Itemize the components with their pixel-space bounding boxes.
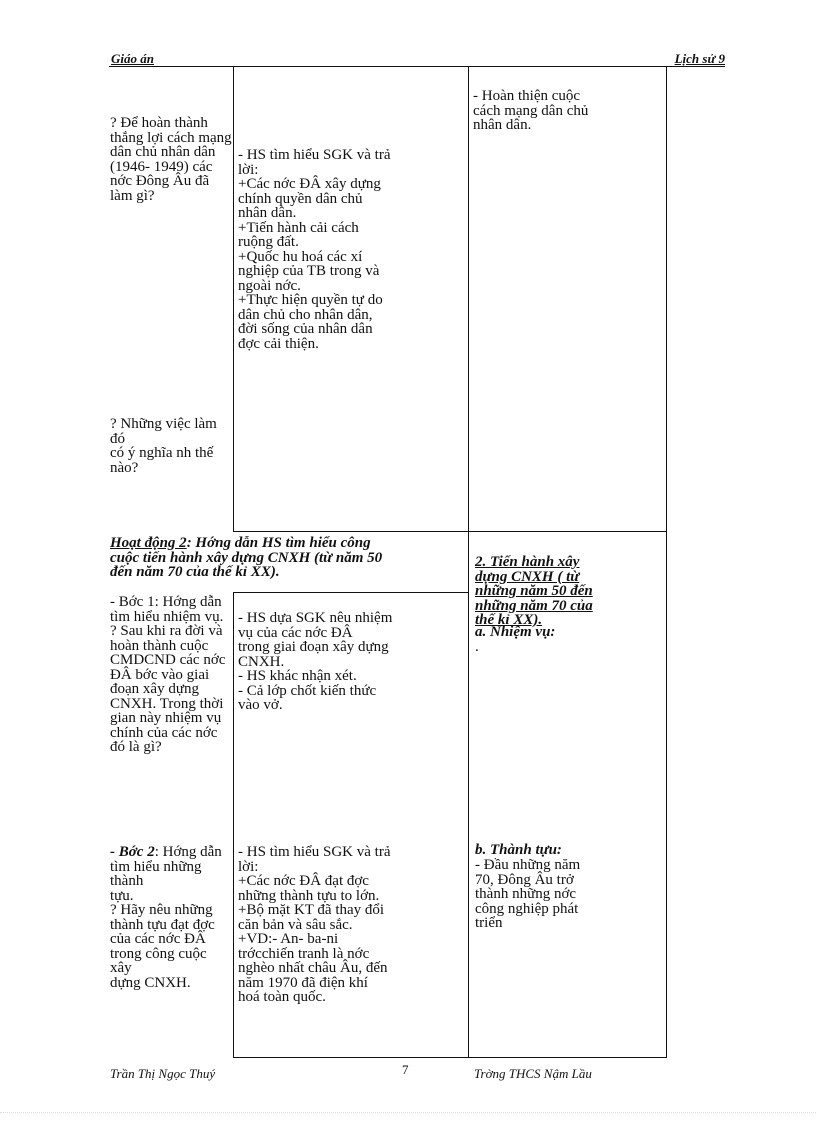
page-bottom-dotted-line [0, 1112, 816, 1113]
row1-question-2: ? Những việc làm đó có ý nghĩa nh thế nào? [110, 416, 217, 476]
step-2-label: - Bớc 2 [110, 844, 155, 860]
table-border-left-lower [233, 592, 234, 1058]
header-right: Lịch sử 9 [674, 51, 725, 66]
footer-school: Trờng THCS Nậm Lầu [474, 1066, 592, 1081]
activity-2-label: Hoạt động 2 [110, 535, 187, 551]
page-header [109, 53, 725, 67]
header-left: Giáo án [111, 51, 154, 66]
step-2-answer: - HS tìm hiểu SGK và trả lời: +Các nớc ĐÂ đạt đợc những thành tựu to lớn. +Bộ mặt KT đã thay đổi căn bản và sâu sắc. +VD:- An- ba-ni trớcchiến tranh là nớc nghèo nhất châu Âu, đến năm 1970 đã điện khí hoá toàn quốc. [238, 844, 391, 1005]
col-divider-2 [468, 66, 469, 1058]
task-label: a. Nhiệm vụ: [475, 624, 556, 640]
footer-author: Trần Thị Ngọc Thuý [110, 1066, 216, 1081]
activity-2-title: : Hớng dẫn HS tìm hiểu công cuộc tiến hành xây dựng CNXH (từ năm 50 đến năm 70 của thế kỉ XX). [110, 535, 383, 580]
row-divider-1 [233, 531, 667, 532]
row-divider-activity [233, 592, 469, 593]
step-1-answer: - HS dựa SGK nêu nhiệm vụ của các nớc ĐÂ trong giai đoạn xây dựng CNXH. - HS khác nhận xét. - Cả lớp chốt kiến thức vào vở. [238, 610, 393, 713]
activity-2-heading [110, 536, 465, 580]
section-2-title: 2. Tiến hành xây dựng CNXH ( từ những năm 50 đến những năm 70 của thế kỉ XX). [475, 554, 593, 628]
achievement-text: - Đầu những năm 70, Đông Âu trở thành những nớc công nghiệp phát triển [475, 857, 581, 931]
step-1-text: - Bớc 1: Hớng dẫn tìm hiểu nhiệm vụ. ? Sau khi ra đời và hoàn thành cuộc CMDCND các nớc ĐÂ bớc vào giai đoạn xây dựng CNXH. Trong thời gian này nhiệm vụ chính của các nớc đó là gì? [110, 594, 226, 755]
table-border-right [666, 66, 667, 1058]
achievement-label: b. Thành tựu: [475, 842, 562, 858]
step-2-text [110, 845, 232, 990]
row1-question-1: ? Để hoàn thành thắng lợi cách mạng dân chủ nhân dân (1946- 1949) các nớc Đông Âu đã làm gì? [110, 115, 232, 204]
table-border-bottom [233, 1057, 667, 1058]
row1-summary: - Hoàn thiện cuộc cách mạng dân chủ nhân dân. [473, 88, 589, 133]
task-dot: . [475, 639, 479, 655]
step-2-body: : Hớng dẫn tìm hiểu những thành tựu. ? Hãy nêu những thành tựu đạt đợc của các nớc ĐÂ trong công cuộc xây dựng CNXH. [110, 844, 222, 991]
row1-student-answer: - HS tìm hiểu SGK và trả lời: +Các nớc ĐÂ xây dựng chính quyền dân chủ nhân dân. +Tiến hành cải cách ruộng đất. +Quốc hu hoá các xí nghiệp của TB trong và ngoài nớc. +Thực hiện quyền tự do dân chủ cho nhân dân, đời sống của nhân dân đợc cải thiện. [238, 147, 391, 352]
page-number: 7 [402, 1062, 409, 1077]
table-border-left [233, 66, 234, 532]
